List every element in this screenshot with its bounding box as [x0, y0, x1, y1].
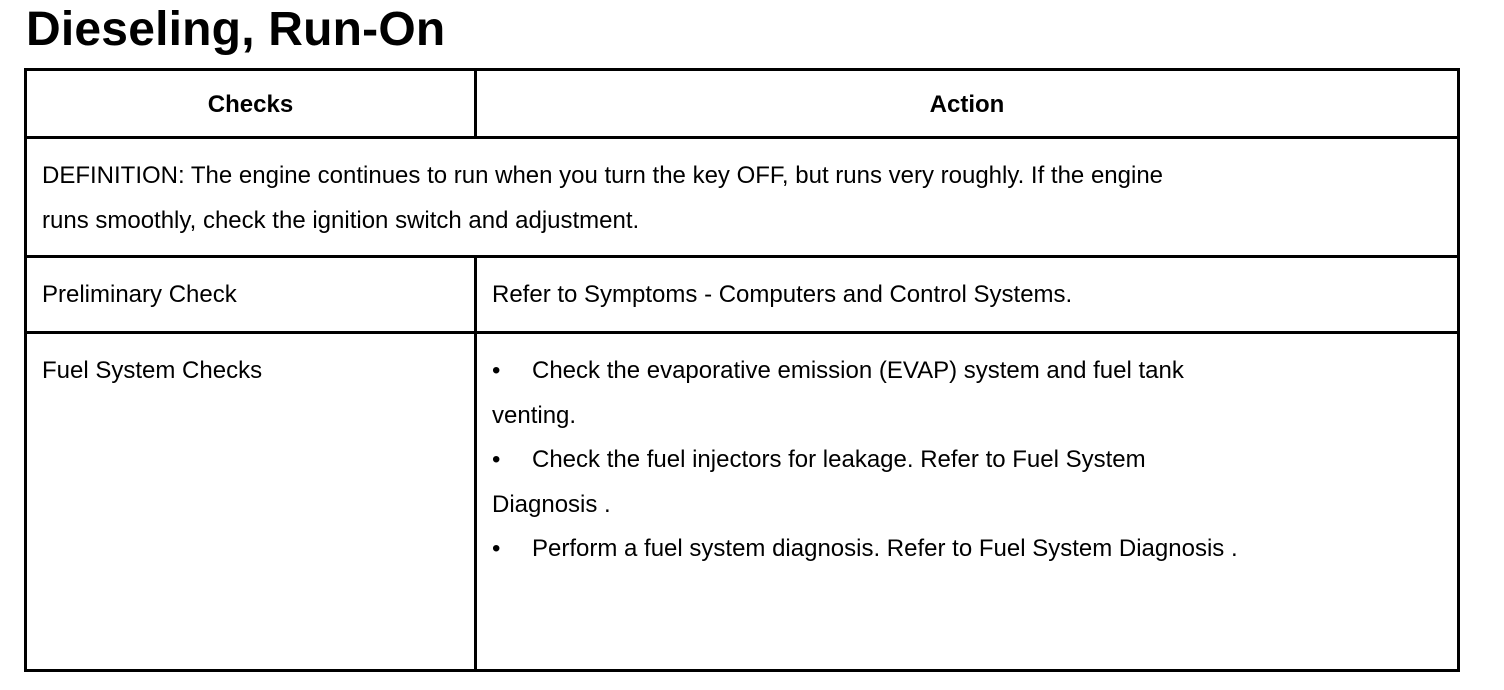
bullet-marker: •	[492, 535, 501, 562]
bullet-item-2	[492, 438, 1238, 483]
table-border-bottom	[24, 669, 1460, 672]
definition-line-2: runs smoothly, check the ignition switch and adjustment.	[42, 206, 640, 234]
header-action: Action	[929, 90, 1005, 118]
definition-line-1: DEFINITION: The engine continues to run when you turn the key OFF, but runs very roughly. If the engine	[42, 162, 1164, 189]
action-fuel-system-list	[492, 349, 1238, 572]
bullet-item-2-line-2: Diagnosis .	[492, 490, 611, 518]
header-checks: Checks	[207, 90, 294, 118]
definition-divider	[24, 255, 1460, 258]
bullet-item-1-line-1: Check the evaporative emission (EVAP) system and fuel tank	[532, 357, 1184, 384]
check-preliminary: Preliminary Check	[42, 281, 237, 308]
bullet-marker: •	[492, 357, 501, 384]
diagnostic-table	[24, 68, 1460, 672]
row-divider	[24, 331, 1460, 334]
table-border-left	[24, 68, 27, 672]
column-divider-body	[474, 257, 477, 672]
definition-text	[42, 154, 1163, 243]
bullet-item-1-line-2: venting.	[492, 401, 577, 429]
bullet-item-3-line-1: Perform a fuel system diagnosis. Refer to Fuel System Diagnosis .	[532, 535, 1238, 562]
check-fuel-system: Fuel System Checks	[42, 357, 263, 384]
bullet-item-2-line-1: Check the fuel injectors for leakage. Refer to Fuel System	[532, 446, 1146, 473]
bullet-item-3	[492, 527, 1238, 572]
page-title: Dieseling, Run-On	[26, 3, 446, 56]
bullet-item-1	[492, 349, 1238, 394]
table-border-right	[1457, 68, 1460, 672]
bullet-marker: •	[492, 446, 501, 473]
action-preliminary: Refer to Symptoms - Computers and Control Systems.	[492, 281, 1073, 308]
